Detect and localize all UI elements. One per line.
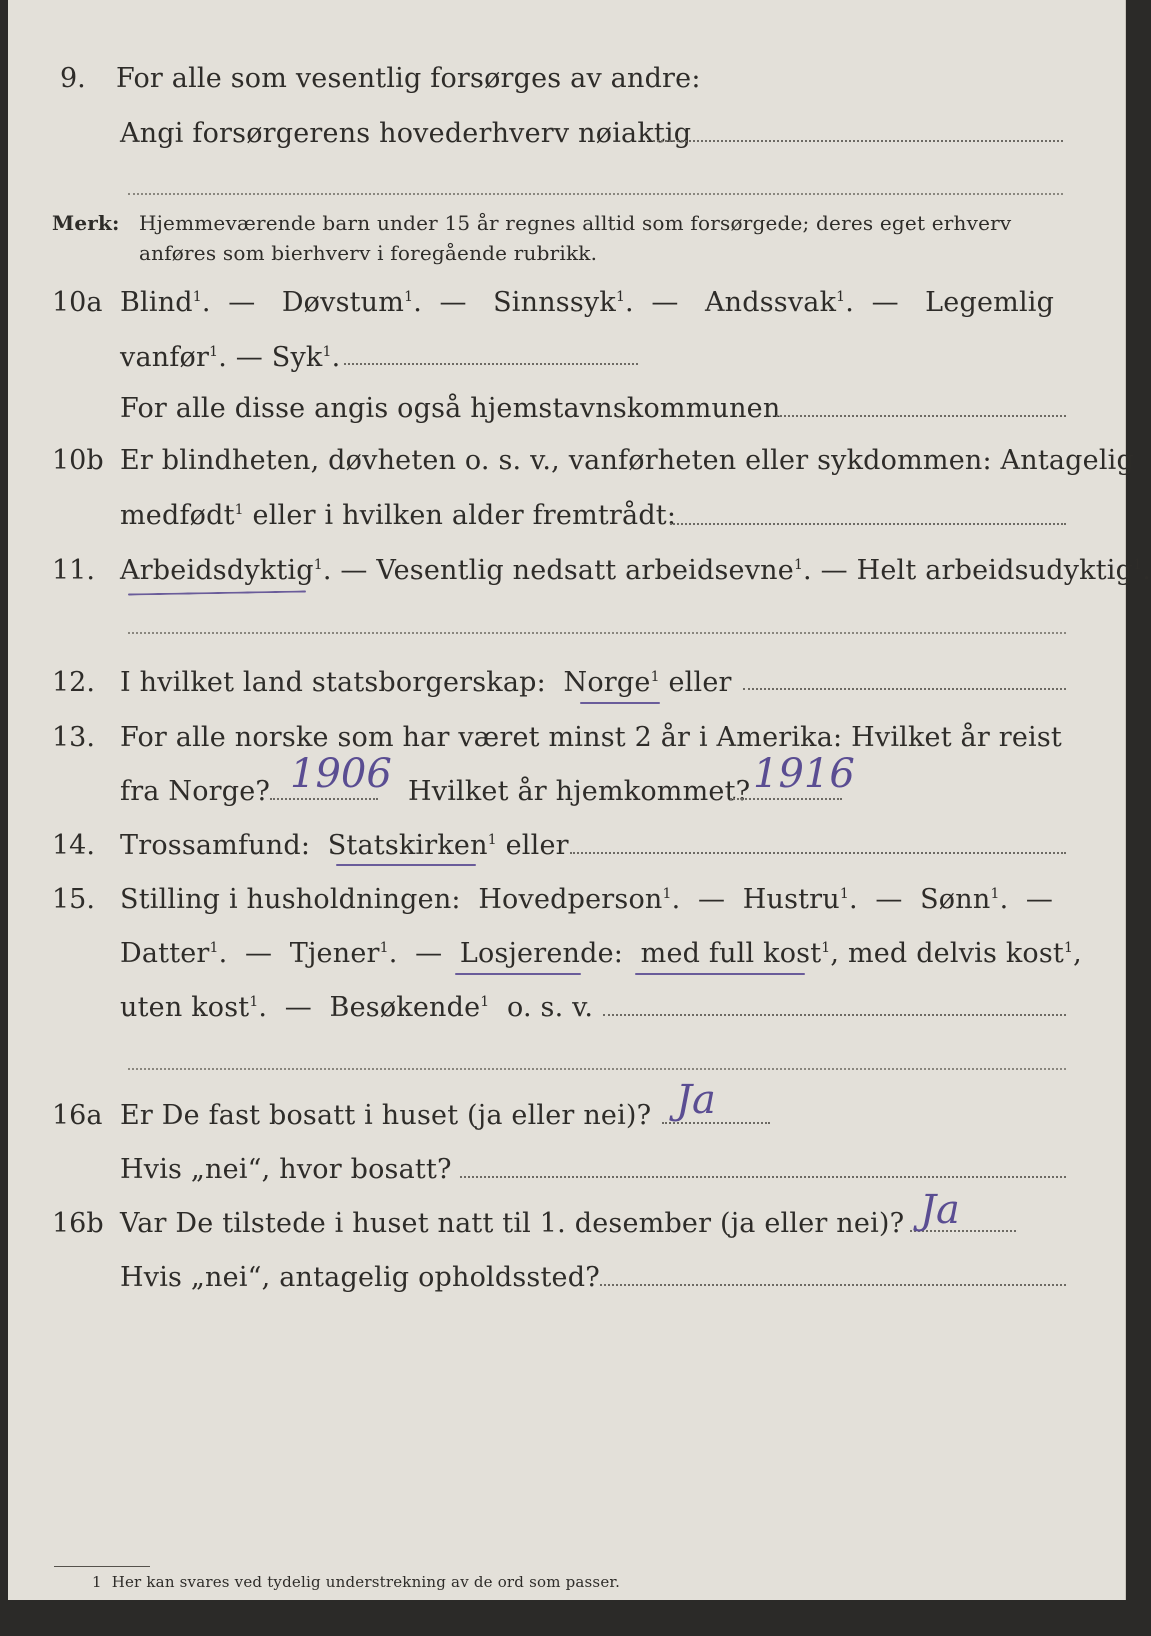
option-arbeidsdyktig[interactable]: Arbeidsdyktig bbox=[120, 555, 314, 586]
option-statskirken[interactable]: Statskirken bbox=[327, 830, 488, 861]
option-tjener[interactable]: Tjener bbox=[289, 938, 380, 969]
footnote: 1 Her kan svares ved tydelig understrekning av de ord som passer. bbox=[92, 1573, 621, 1591]
note-text-2: anføres som bierhverv i foregående rubrikk. bbox=[139, 241, 598, 265]
option-nedsatt[interactable]: Vesentlig nedsatt arbeidsevne bbox=[376, 555, 794, 586]
q13-label-hjemkommet: Hvilket år hjemkommet? bbox=[408, 776, 751, 807]
q9-answer-line[interactable] bbox=[653, 140, 1063, 142]
option-andssvak[interactable]: Andssvak bbox=[704, 287, 837, 318]
underline-losjerende bbox=[455, 973, 581, 975]
item-number-13: 13. bbox=[52, 722, 95, 753]
underline-arbeidsdyktig bbox=[128, 590, 306, 595]
note-label: Merk: bbox=[52, 211, 120, 235]
q15-answer-line-2[interactable] bbox=[128, 1068, 1066, 1070]
q16b-line1: Var De tilstede i huset natt til 1. desember (ja eller nei)? bbox=[120, 1208, 905, 1239]
item-number-15: 15. bbox=[52, 884, 95, 915]
q16a-hvor-line[interactable] bbox=[460, 1176, 1066, 1178]
item-number-16b: 16b bbox=[52, 1208, 104, 1239]
option-sonn[interactable]: Sønn bbox=[920, 884, 991, 915]
option-syk[interactable]: Syk bbox=[271, 342, 323, 373]
q15-line1: Stilling i husholdningen: Hovedperson$^1$. — Hustru$^1$. — Sønn$^1$. — bbox=[120, 884, 1054, 915]
option-legemlig[interactable]: Legemlig bbox=[925, 287, 1055, 318]
item-number-10b: 10b bbox=[52, 445, 104, 476]
q10b-answer-line[interactable] bbox=[670, 523, 1066, 525]
q10a-line1: Blind$^1$. — Døvstum$^1$. — Sinnssyk$^1$. — Andssvak$^1$. — Legemlig bbox=[120, 287, 1055, 318]
q15-line3: uten kost$^1$. — Besøkende$^1$ o. s. v. bbox=[120, 992, 594, 1023]
q16a-line1: Er De fast bosatt i huset (ja eller nei)? bbox=[120, 1100, 652, 1131]
option-uten-kost[interactable]: uten kost bbox=[120, 992, 250, 1023]
item-number-14: 14. bbox=[52, 830, 95, 861]
option-hustru[interactable]: Hustru bbox=[742, 884, 840, 915]
q10b-line2: medfødt$^1$ eller i hvilken alder fremtrådt: bbox=[120, 500, 677, 531]
item-number-11: 11. bbox=[52, 555, 95, 586]
q12-line1: I hvilket land statsborgerskap: Norge$^1$ eller bbox=[120, 667, 732, 698]
item-number-16a: 16a bbox=[52, 1100, 103, 1131]
option-full-kost[interactable]: med full kost bbox=[640, 938, 822, 969]
q10a-line2: vanfør$^1$. — Syk$^1$. bbox=[120, 342, 341, 373]
option-losjerende[interactable]: Losjerende: bbox=[459, 938, 624, 969]
q10a-hjemstavn-line[interactable] bbox=[776, 415, 1066, 417]
q15-answer-line[interactable] bbox=[603, 1014, 1066, 1016]
item-number-12: 12. bbox=[52, 667, 95, 698]
option-sinnssyk[interactable]: Sinnssyk bbox=[493, 287, 616, 318]
item-number-10a: 10a bbox=[52, 287, 103, 318]
q16b-opphold-line[interactable] bbox=[600, 1284, 1066, 1286]
underline-norge bbox=[580, 702, 660, 704]
option-datter[interactable]: Datter bbox=[120, 938, 210, 969]
option-dovstum[interactable]: Døvstum bbox=[281, 287, 405, 318]
underline-statskirken bbox=[336, 864, 476, 866]
answer-fast-bosatt: Ja bbox=[676, 1077, 716, 1123]
option-norge[interactable]: Norge bbox=[563, 667, 651, 698]
answer-tilstede: Ja bbox=[920, 1187, 960, 1233]
answer-year-left: 1906 bbox=[290, 751, 392, 797]
option-vanfor[interactable]: vanfør bbox=[120, 342, 210, 373]
q14-answer-line[interactable] bbox=[570, 852, 1066, 854]
option-besokende[interactable]: Besøkende bbox=[329, 992, 481, 1023]
q13-line1: For alle norske som har været minst 2 år i Amerika: Hvilket år reist bbox=[120, 722, 1062, 753]
census-form-page bbox=[8, 0, 1151, 1600]
q16b-line2: Hvis „nei“, antagelig opholdssted? bbox=[120, 1262, 600, 1293]
footnote-divider bbox=[54, 1566, 150, 1567]
q13-reist-line[interactable] bbox=[270, 798, 378, 800]
q9-heading: For alle som vesentlig forsørges av andre: bbox=[116, 63, 701, 94]
q13-label-reist: fra Norge? bbox=[120, 776, 271, 807]
q14-line1: Trossamfund: Statskirken$^1$ eller bbox=[120, 830, 569, 861]
note-text-1: Hjemmeværende barn under 15 år regnes alltid som forsørgede; deres eget erhverv bbox=[139, 211, 1012, 235]
q13-hjemkommet-line[interactable] bbox=[730, 798, 842, 800]
q11-line1: Arbeidsdyktig$^1$. — Vesentlig nedsatt arbeidsevne$^1$. — Helt arbeidsudyktig$^1$. bbox=[120, 555, 1151, 586]
q10b-line1: Er blindheten, døvheten o. s. v., vanførheten eller sykdommen: Antagelig bbox=[120, 445, 1134, 476]
option-hovedperson[interactable]: Hovedperson bbox=[478, 884, 663, 915]
answer-year-returned: 1916 bbox=[753, 751, 855, 797]
q10a-answer-line[interactable] bbox=[344, 363, 638, 365]
q10a-line3: For alle disse angis også hjemstavnskommunen bbox=[120, 393, 781, 424]
option-blind[interactable]: Blind bbox=[120, 287, 193, 318]
q9-prompt: Angi forsørgerens hovederhverv nøiaktig bbox=[120, 118, 692, 149]
underline-full-kost bbox=[635, 973, 805, 975]
option-delvis-kost[interactable]: med delvis kost bbox=[847, 938, 1064, 969]
item-number-9: 9. bbox=[60, 63, 86, 94]
q15-line2: Datter$^1$. — Tjener$^1$. — Losjerende: med full kost$^1$, med delvis kost$^1$, bbox=[120, 938, 1082, 969]
option-arbeidsudyktig[interactable]: Helt arbeidsudyktig bbox=[856, 555, 1134, 586]
q12-answer-line[interactable] bbox=[743, 688, 1066, 690]
q9-answer-line-2[interactable] bbox=[128, 193, 1063, 195]
q11-answer-line[interactable] bbox=[128, 632, 1066, 634]
q16a-line2: Hvis „nei“, hvor bosatt? bbox=[120, 1154, 452, 1185]
